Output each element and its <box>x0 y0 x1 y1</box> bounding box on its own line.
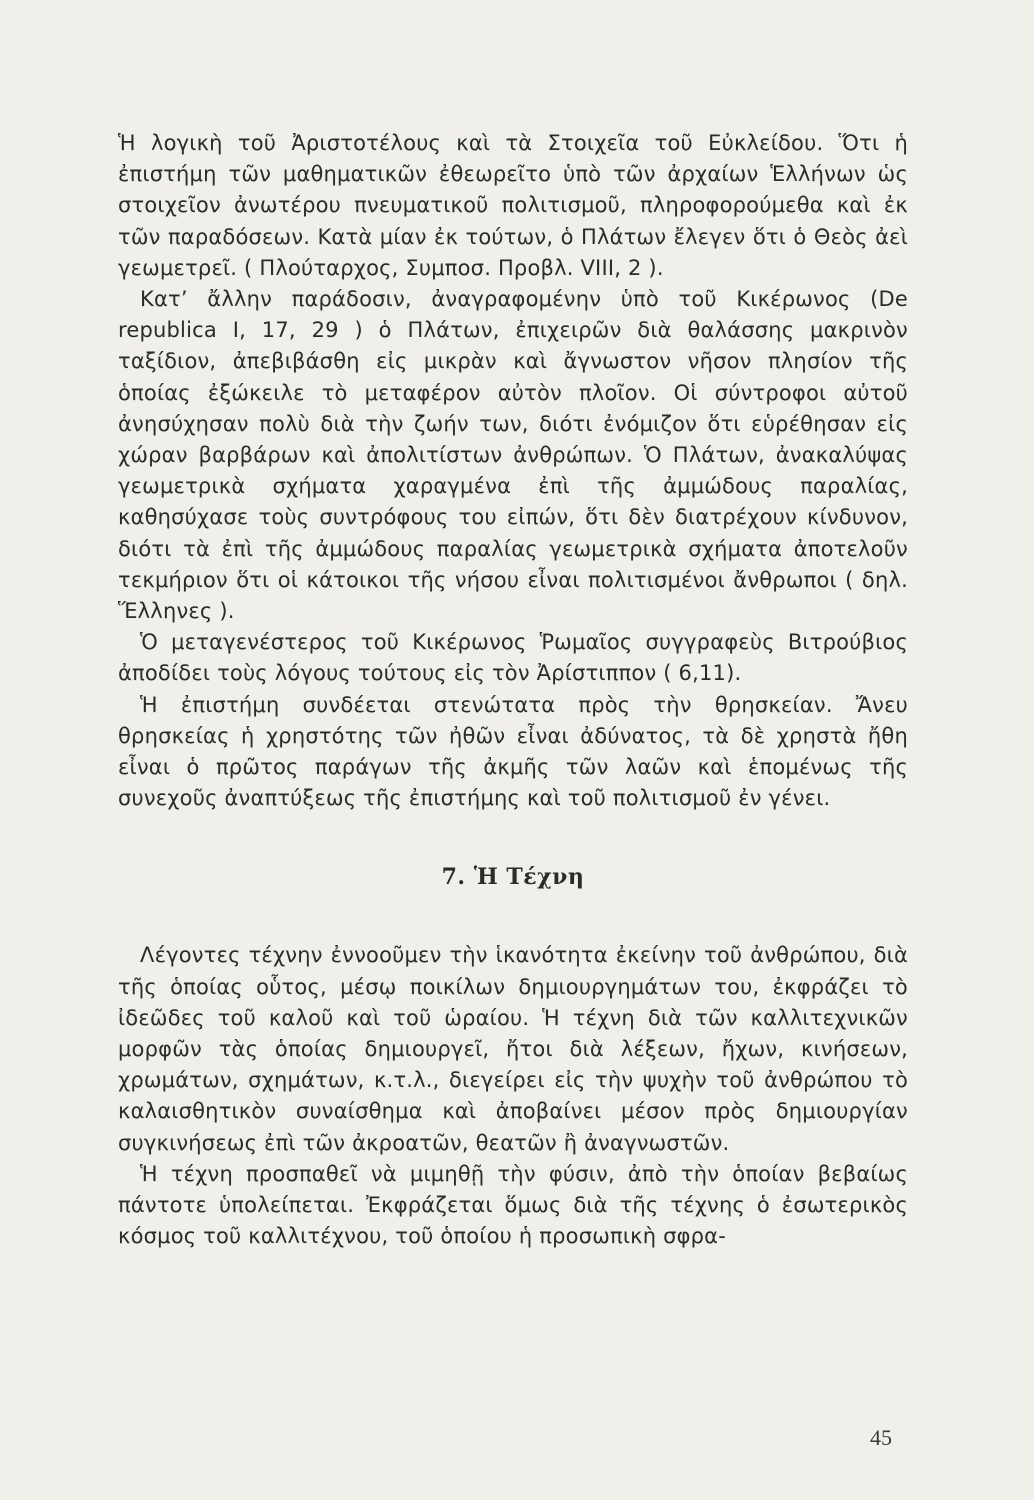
paragraph-science-religion: Ἡ ἐπιστήμη συνδέεται στενώτατα πρὸς τὴν θρησκείαν. Ἄνευ θρησκείας ἡ χρηστότης τῶν ἠθῶν εἶναι ἀδύνατος, τὰ δὲ χρηστὰ ἤθη εἶναι ὁ πρῶτος παράγων τῆς ἀκμῆς τῶν λαῶν καὶ ἑπομένως τῆς συνεχοῦς ἀναπτύξεως τῆς ἐπιστήμης καὶ τοῦ πολιτισμοῦ ἐν γένει. <box>118 692 908 811</box>
paragraph-art-definition: Λέγοντες τέχνην ἐννοοῦμεν τὴν ἱκανότητα ἐκείνην τοῦ ἀνθρώπου, διὰ τῆς ὁποίας οὗτος, μέσῳ ποικίλων δημιουργημάτων του, ἐκφράζει τὸ ἰδεῶδες τοῦ καλοῦ καὶ τοῦ ὡραίου. Ἡ τέχνη διὰ τῶν καλλιτεχνικῶν μορφῶν τὰς ὁποίας δημιουργεῖ, ἤτοι διὰ λέξεων, ἤχων, κινήσεων, χρωμάτων, σχημάτων, κ.τ.λ., διεγείρει εἰς τὴν ψυχὴν τοῦ ἀνθρώπου τὸ καλαισθητικὸν συναίσθημα καὶ ἀποβαίνει μέσον πρὸς δημιουργίαν συγκινήσεως ἐπὶ τῶν ἀκροατῶν, θεατῶν ἢ ἀναγνωστῶν. <box>118 943 908 1155</box>
paragraph-art-nature: Ἡ τέχνη προσπαθεῖ νὰ μιμηθῇ τὴν φύσιν, ἀπὸ τὴν ὁποίαν βεβαίως πάντοτε ὑπολείπεται. Ἐκφράζεται ὅμως διὰ τῆς τέχνης ὁ ἐσωτερικὸς κόσμος τοῦ καλλιτέχνου, τοῦ ὁποίου ἡ προσωπικὴ σφρα- <box>118 1161 908 1249</box>
page-number: 45 <box>870 1425 892 1450</box>
paragraph-plato-shipwreck: Κατ’ ἄλλην παράδοσιν, ἀναγραφομένην ὑπὸ τοῦ Κικέρωνος (De republica I, 17, 29 ) ὁ Πλάτων, ἐπιχειρῶν διὰ θαλάσσης μακρινὸν ταξίδιον, ἀπεβιβάσθη εἰς μικρὰν καὶ ἄγνωστον νῆσον πλησίον τῆς ὁποίας ἐξώκειλε τὸ μεταφέρον αὐτὸν πλοῖον. Οἱ σύντροφοι αὐτοῦ ἀνησύχησαν πολὺ διὰ τὴν ζωήν των, διότι ἐνόμιζον ὅτι εὑρέθησαν εἰς χώραν βαρβάρων καὶ ἀπολιτίστων ἀνθρώπων. Ὁ Πλάτων, ἀνακαλύψας γεωμετρικὰ σχήματα χαραγμένα ἐπὶ τῆς ἀμμώδους παραλίας, καθησύχασε τοὺς συντρόφους του εἰπών, ὅτι δὲν διατρέχουν κίνδυνον, διότι τὰ ἐπὶ τῆς ἀμμώδους παραλίας γεωμετρικὰ σχήματα ἀποτελοῦν τεκμήριον ὅτι οἱ κάτοικοι τῆς νήσου εἶναι πολιτισμένοι ἄνθρωποι ( δηλ. Ἕλληνες ). <box>118 287 908 624</box>
paragraph-vitruvius: Ὁ μεταγενέστερος τοῦ Κικέρωνος Ῥωμαῖος συγγραφεὺς Βιτρούβιος ἀποδίδει τοὺς λόγους τούτους εἰς τὸν Ἀρίστιππον ( 6,11). <box>118 630 908 686</box>
section-heading: 7. Ἡ Τέχνη <box>441 864 585 891</box>
page-body <box>118 128 908 1253</box>
paragraph-aristotle-euclid: Ἡ λογικὴ τοῦ Ἀριστοτέλους καὶ τὰ Στοιχεῖα τοῦ Εὐκλείδου. Ὅτι ἡ ἐπιστήμη τῶν μαθηματικῶν ἐθεωρεῖτο ὑπὸ τῶν ἀρχαίων Ἑλλήνων ὡς στοιχεῖον ἀνωτέρου πνευματικοῦ πολιτισμοῦ, πληροφορούμεθα καὶ ἐκ τῶν παραδόσεων. Κατὰ μίαν ἐκ τούτων, ὁ Πλάτων ἔλεγεν ὅτι ὁ Θεὸς ἀεὶ γεωμετρεῖ. ( Πλούταρχος, Συμποσ. Προβλ. VIII, 2 ). <box>118 131 908 280</box>
